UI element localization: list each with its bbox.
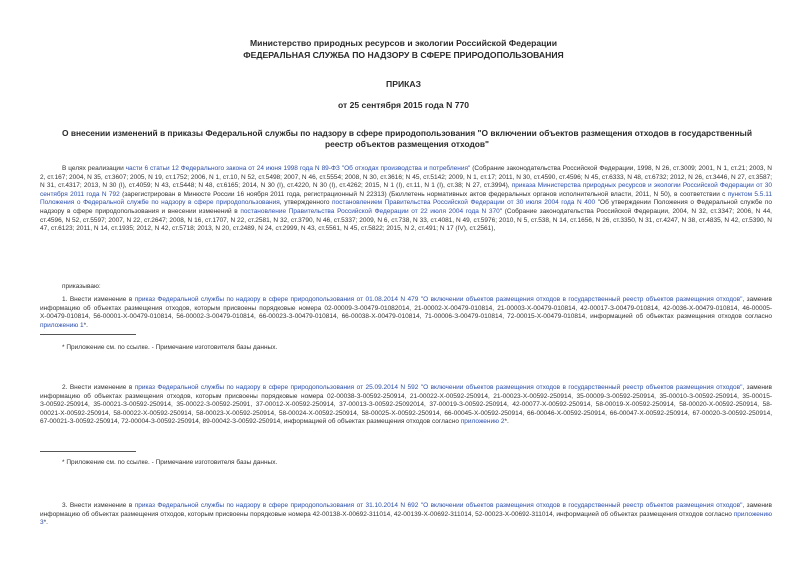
link-resolution-370[interactable]: постановление Правительства Российской Федерации от 22 июля 2004 года N 370 (240, 207, 500, 215)
item-1-text-3: *. (83, 321, 88, 329)
item-3-text-2: , заменив информацию об объектах размещения отходов, которым присвоены порядковые номера 42-00138-Х-00692-311014, 42-00139-Х-00692-311014, 52-00023-Х-00692-311014, информацией об объектах размещения отходов согласно (40, 502, 773, 518)
preamble-text-6: " (Собрание законодательства Российской Федерации, 2004, N 32, ст.3347; 2006, N 44, ст.4596, N 52, ст.5597; 2007, N 22, ст.2647; 2008, N 16, ст.1707, N 22, ст.2581, N 32, ст.3790, N 46, ст.5337; 2009, N 6, ст.738, N 33, ст.4081, N 49, ст.5976; 2010, N 5, ст.538, N 14, ст.1656, N 26, ст.3350, N 31, ст.4247, N 38, ст.4835, N 42, ст.5390, N 47, ст.6123; 2011, N 14, ст.1935; 2012, N 42, ст.5718; 2013, N 20, ст.2489, N 24, ст.2999, N 43, ст.5561, N 45, ст.5822; 2015, N 2, ст.491; N 17 (IV), ст.2561), (40, 207, 772, 233)
item-3-text-3: *. (43, 519, 48, 527)
preamble-text-1: В целях реализации (62, 165, 126, 172)
item-2-text-1: 2. Внести изменение в (62, 384, 135, 391)
preamble-text-2: (Собрание законодательства Российской Федерации, 1998, N 26, ст.3009; 2001, N 1, ст.21; 2003, N 2, ст.167; 2004, N 35, ст.3607; 2005, N 19, ст.1752; 2006, N 1, ст.10, N 52, ст.5498; 2007, N 46, ст.5554; 2008, N 30, ст.3616; N 45, ст.5142; 2009, N 1, ст.17; 2011, N 30, ст.4590, ст.4596; N 45, ст.6333, N 48, ст.6732; 2012, N 26, ст.3446, N 27, ст.3587; N 31, ст.4317; 2013, N 30 (I), ст.4059; N 43, ст.5448; N 48, ст.6165; 2014, N 30 (I), ст.4220, N 30 (I), ст.4262; 2015, N 1 (I), ст.11, N 1 (I), ст.38; N 27, ст.3994), (40, 165, 772, 190)
link-appendix-3[interactable]: приложению 3 (40, 510, 772, 527)
preamble-text-5: "Об утверждении Положения о Федеральной службе по надзору в сфере природопользования и внесении изменений в (40, 199, 772, 215)
ministry-name: Министерство природных ресурсов и экологии Российской Федерации (250, 38, 557, 48)
link-appendix-2[interactable]: приложению 2 (460, 418, 505, 426)
service-name: ФЕДЕРАЛЬНАЯ СЛУЖБА ПО НАДЗОРУ В СФЕРЕ ПРИРОДОПОЛЬЗОВАНИЯ (243, 50, 564, 60)
item-3-text-1: 3. Внести изменение в (62, 502, 135, 509)
link-appendix-1[interactable]: приложению 1 (40, 321, 84, 329)
link-resolution-400[interactable]: постановлением Правительства Российской Федерации от 30 июля 2004 года N 400 (332, 199, 596, 207)
item-2-text-2: , заменив информацию об объектах размещения отходов, которым присвоены порядковые номера 02-00038-З-00592-250914, 21-00022-Х-00592-250914, 21-00023-Х-00592-250914, 35-00009-З-00592-250914, 35-00010-З-00592-250914, 35-00015-З-00592-250914, 35-00021-З-00592-250914, 35-00022-З-00592-25091, 37-00012-Х-00592-250914, 37-00013-З-00592-25092014, 37-00019-З-00592-250914, 42-00077-Х-00592-250914, 58-00019-Х-00592-250914, 58-00020-Х-00592-250914, 58-00021-Х-00592-250914, 58-00022-Х-00592-250914, 58-00023-Х-00592-250914, 58-00024-Х-00592-250914, 58-00025-Х-00592-250914, 66-00045-Х-00592-250914, 66-00046-Х-00592-250914, 66-00047-Х-00592-250914, 67-00020-З-00592-250914, 67-00021-З-00592-250914, 72-00004-З-00592-250914, 89-00042-З-00592-250914, информацией об объектах размещения отходов согласно (40, 384, 773, 426)
item-1-text-2: , заменив информацию об объектах размещения отходов, которым присвоены порядковые номера 02-00009-З-00479-01082014, 21-00002-Х-00479-010814, 21-00003-Х-00479-010814, 42-00017-З-00479-010814, 42-0036-Х-00479-010814, 46-00005-Х-00479-010814, 56-00001-Х-00479-010814, 56-00002-З-00479-010814, 66-00023-З-00479-010814, 66-00038-Х-00479-010814, 71-00006-З-00479-010814, 72-00015-Х-00479-010814, информацией об объектах размещения отходов согласно (40, 296, 773, 321)
item-3-paragraph (40, 502, 772, 528)
footnote-divider-2 (40, 451, 136, 452)
preamble-text-3: (зарегистрирован в Минюсте России 16 ноября 2011 года, регистрационный N 22313) (Бюллетень нормативных актов федеральных органов исполнительной власти, 2011, N 50), в соответствии с (119, 190, 728, 198)
link-federal-law-89[interactable]: части 6 статьи 12 Федерального закона от 24 июня 1998 года N 89-ФЗ "Об отходах производства и потребления" (125, 165, 471, 172)
page-title: О внесении изменений в приказы Федеральной службы по надзору в сфере природопользования "О включении объектов размещения отходов в государственный реестр объектов размещения отходов" (62, 128, 752, 149)
item-1-text-1: 1. Внести изменение в (62, 296, 135, 303)
footnote-1: * Приложение см. по ссылке. - Примечание изготовителя базы данных. (62, 344, 278, 351)
doc-date-number: от 25 сентября 2015 года N 770 (337, 100, 470, 110)
doc-type: ПРИКАЗ (386, 79, 421, 89)
footnote-2: * Приложение см. по ссылке. - Примечание изготовителя базы данных. (62, 459, 278, 466)
item-2-text-3: *. (504, 418, 509, 426)
link-order-792[interactable]: приказа Министерства природных ресурсов и экологии Российской Федерации от 30 сентября 2011 года N 792 (40, 182, 772, 198)
item-1-paragraph (40, 296, 772, 330)
link-order-479[interactable]: приказ Федеральной службы по надзору в сфере природопользования от 01.08.2014 N 479 "О включении объектов размещения отходов в государственный реестр объектов размещения отходов" (134, 296, 743, 303)
link-order-592[interactable]: приказ Федеральной службы по надзору в сфере природопользования от 25.09.2014 N 592 "О включении объектов размещения отходов в государственный реестр объектов размещения отходов" (134, 384, 743, 391)
prikazyvayu-text: приказываю: (62, 283, 101, 290)
prikazyvayu-line (40, 283, 772, 292)
preamble-text-4: , утвержденного (279, 199, 333, 207)
item-2-paragraph (40, 384, 772, 427)
preamble-paragraph (40, 165, 772, 234)
link-clause-5-5-11[interactable]: пунктом 5.5.11 Положения о Федеральной службе по надзору в сфере природопользования (40, 190, 772, 207)
link-order-692[interactable]: приказ Федеральной службы по надзору в сфере природопользования от 31.10.2014 N 692 "О включении объектов размещения отходов в государственный реестр объектов размещения отходов" (134, 502, 743, 509)
footnote-divider-1 (40, 334, 136, 335)
